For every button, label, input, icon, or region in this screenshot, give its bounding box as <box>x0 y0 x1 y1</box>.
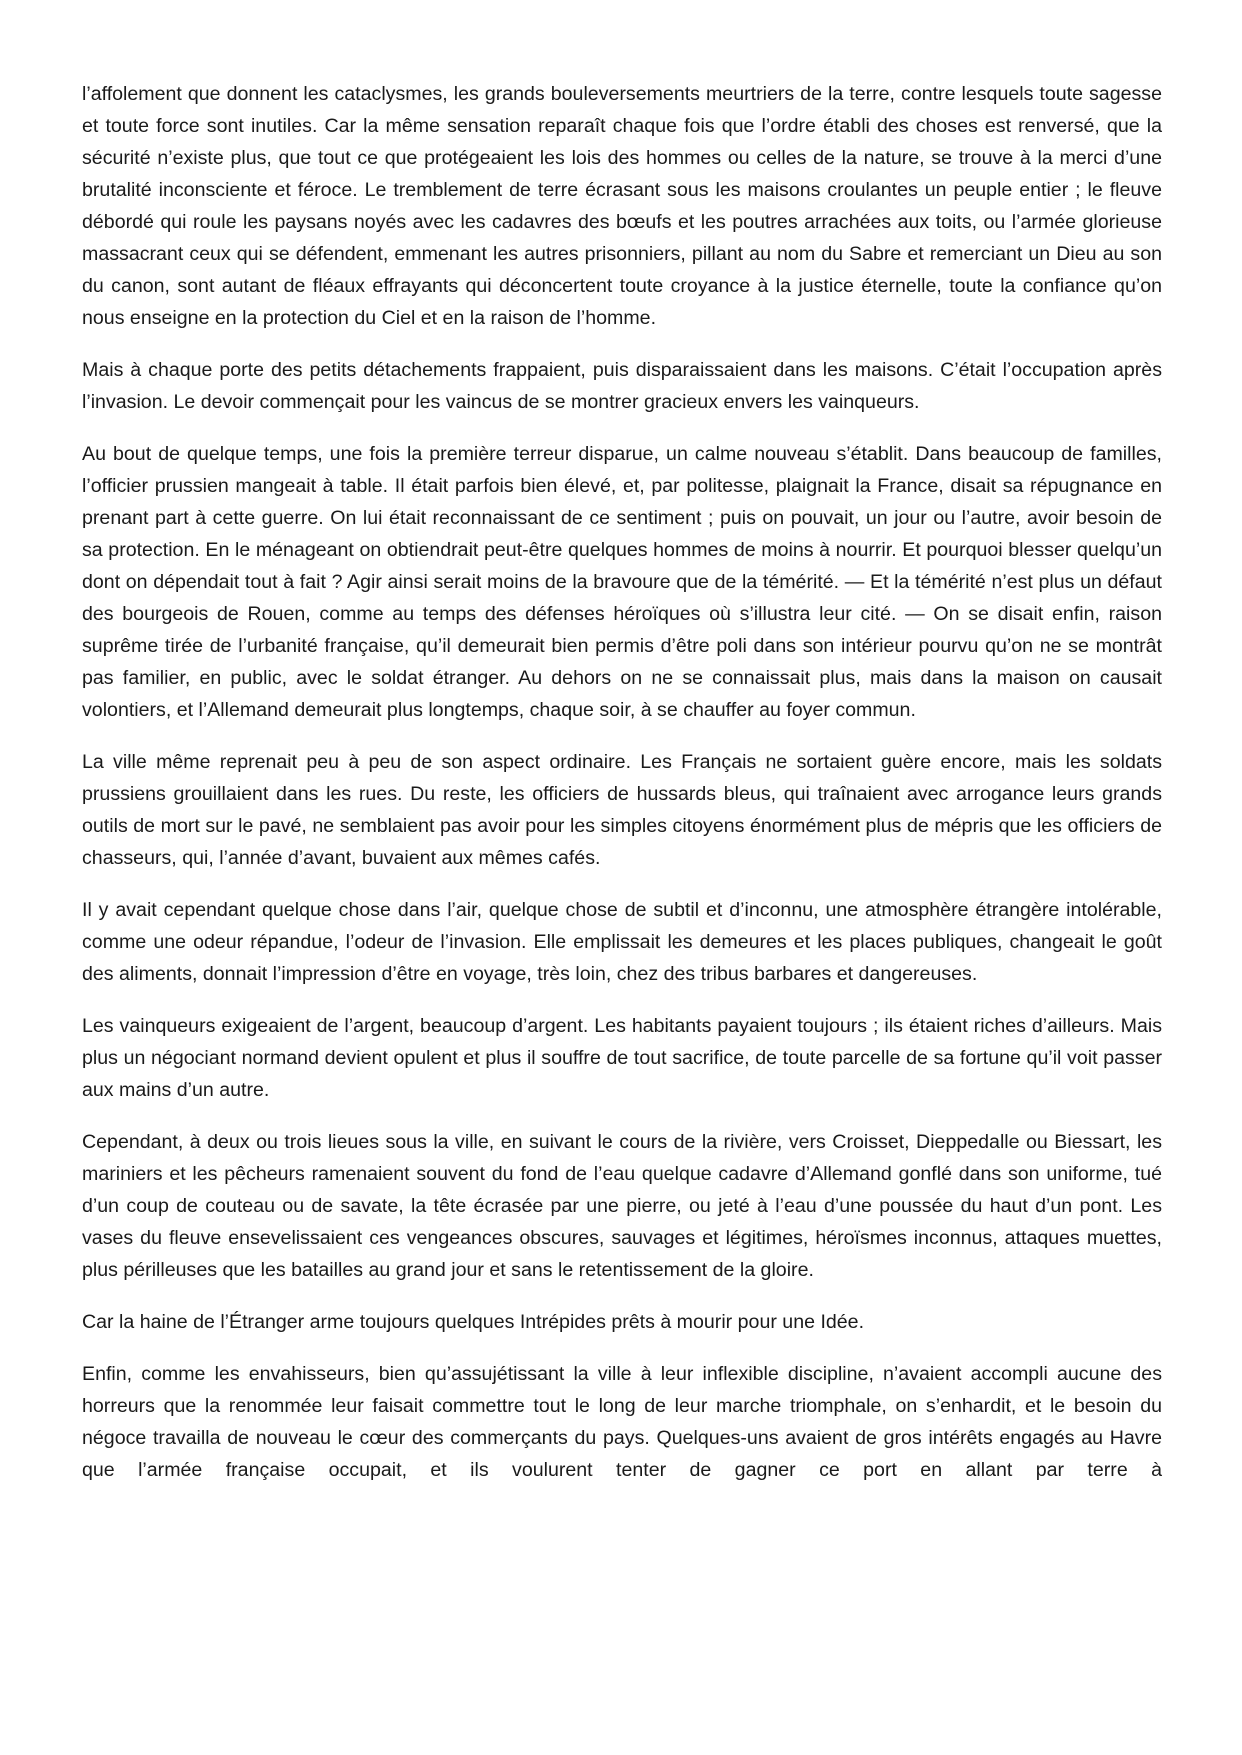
paragraph-8: Car la haine de l’Étranger arme toujours quelques Intrépides prêts à mourir pour une Idée. <box>82 1311 865 1333</box>
paragraph-9: Enfin, comme les envahisseurs, bien qu’assujétissant la ville à leur inflexible discipline, n’avaient accompli aucune des horreurs que la renommée leur faisait commettre tout le long de leur marche triomphale, on s’enhardit, et le besoin du négoce travailla de nouveau le cœur des commerçants du pays. Quelques-uns avaient de gros intérêts engagés au Havre que l’armée française occupait, et ils voulurent tenter de gagner ce port en allant par terre à <box>82 1363 1162 1481</box>
paragraph-6: Les vainqueurs exigeaient de l’argent, beaucoup d’argent. Les habitants payaient toujours ; ils étaient riches d’ailleurs. Mais plus un négociant normand devient opulent et plus il souffre de tout sacrifice, de toute parcelle de sa fortune qu’il voit passer aux mains d’un autre. <box>82 1015 1162 1101</box>
paragraph-7: Cependant, à deux ou trois lieues sous la ville, en suivant le cours de la rivière, vers Croisset, Dieppedalle ou Biessart, les mariniers et les pêcheurs ramenaient souvent du fond de l’eau quelque cadavre d’Allemand gonflé dans son uniforme, tué d’un coup de couteau ou de savate, la tête écrasée par une pierre, ou jeté à l’eau d’une poussée du haut d’un pont. Les vases du fleuve ensevelissaient ces vengeances obscures, sauvages et légitimes, héroïsmes inconnus, attaques muettes, plus périlleuses que les batailles au grand jour et sans le retentissement de la gloire. <box>82 1131 1162 1281</box>
document-page <box>82 78 1162 1486</box>
paragraph-5: Il y avait cependant quelque chose dans l’air, quelque chose de subtil et d’inconnu, une atmosphère étrangère intolérable, comme une odeur répandue, l’odeur de l’invasion. Elle emplissait les demeures et les places publiques, changeait le goût des aliments, donnait l’impression d’être en voyage, très loin, chez des tribus barbares et dangereuses. <box>82 899 1162 985</box>
paragraph-1: l’affolement que donnent les cataclysmes, les grands bouleversements meurtriers de la terre, contre lesquels toute sagesse et toute force sont inutiles. Car la même sensation reparaît chaque fois que l’ordre établi des choses est renversé, que la sécurité n’existe plus, que tout ce que protégeaient les lois des hommes ou celles de la nature, se trouve à la merci d’une brutalité inconsciente et féroce. Le tremblement de terre écrasant sous les maisons croulantes un peuple entier ; le fleuve débordé qui roule les paysans noyés avec les cadavres des bœufs et les poutres arrachées aux toits, ou l’armée glorieuse massacrant ceux qui se défendent, emmenant les autres prisonniers, pillant au nom du Sabre et remerciant un Dieu au son du canon, sont autant de fléaux effrayants qui déconcertent toute croyance à la justice éternelle, toute la confiance qu’on nous enseigne en la protection du Ciel et en la raison de l’homme. <box>82 83 1162 329</box>
paragraph-3: Au bout de quelque temps, une fois la première terreur disparue, un calme nouveau s’établit. Dans beaucoup de familles, l’officier prussien mangeait à table. Il était parfois bien élevé, et, par politesse, plaignait la France, disait sa répugnance en prenant part à cette guerre. On lui était reconnaissant de ce sentiment ; puis on pouvait, un jour ou l’autre, avoir besoin de sa protection. En le ménageant on obtiendrait peut-être quelques hommes de moins à nourrir. Et pourquoi blesser quelqu’un dont on dépendait tout à fait ? Agir ainsi serait moins de la bravoure que de la témérité. — Et la témérité n’est plus un défaut des bourgeois de Rouen, comme au temps des défenses héroïques où s’illustra leur cité. — On se disait enfin, raison suprême tirée de l’urbanité française, qu’il demeurait bien permis d’être poli dans son intérieur pourvu qu’on ne se montrât pas familier, en public, avec le soldat étranger. Au dehors on ne se connaissait plus, mais dans la maison on causait volontiers, et l’Allemand demeurait plus longtemps, chaque soir, à se chauffer au foyer commun. <box>82 443 1162 721</box>
paragraph-4: La ville même reprenait peu à peu de son aspect ordinaire. Les Français ne sortaient guère encore, mais les soldats prussiens grouillaient dans les rues. Du reste, les officiers de hussards bleus, qui traînaient avec arrogance leurs grands outils de mort sur le pavé, ne semblaient pas avoir pour les simples citoyens énormément plus de mépris que les officiers de chasseurs, qui, l’année d’avant, buvaient aux mêmes cafés. <box>82 751 1162 869</box>
paragraph-2: Mais à chaque porte des petits détachements frappaient, puis disparaissaient dans les maisons. C’était l’occupation après l’invasion. Le devoir commençait pour les vaincus de se montrer gracieux envers les vainqueurs. <box>82 359 1162 413</box>
